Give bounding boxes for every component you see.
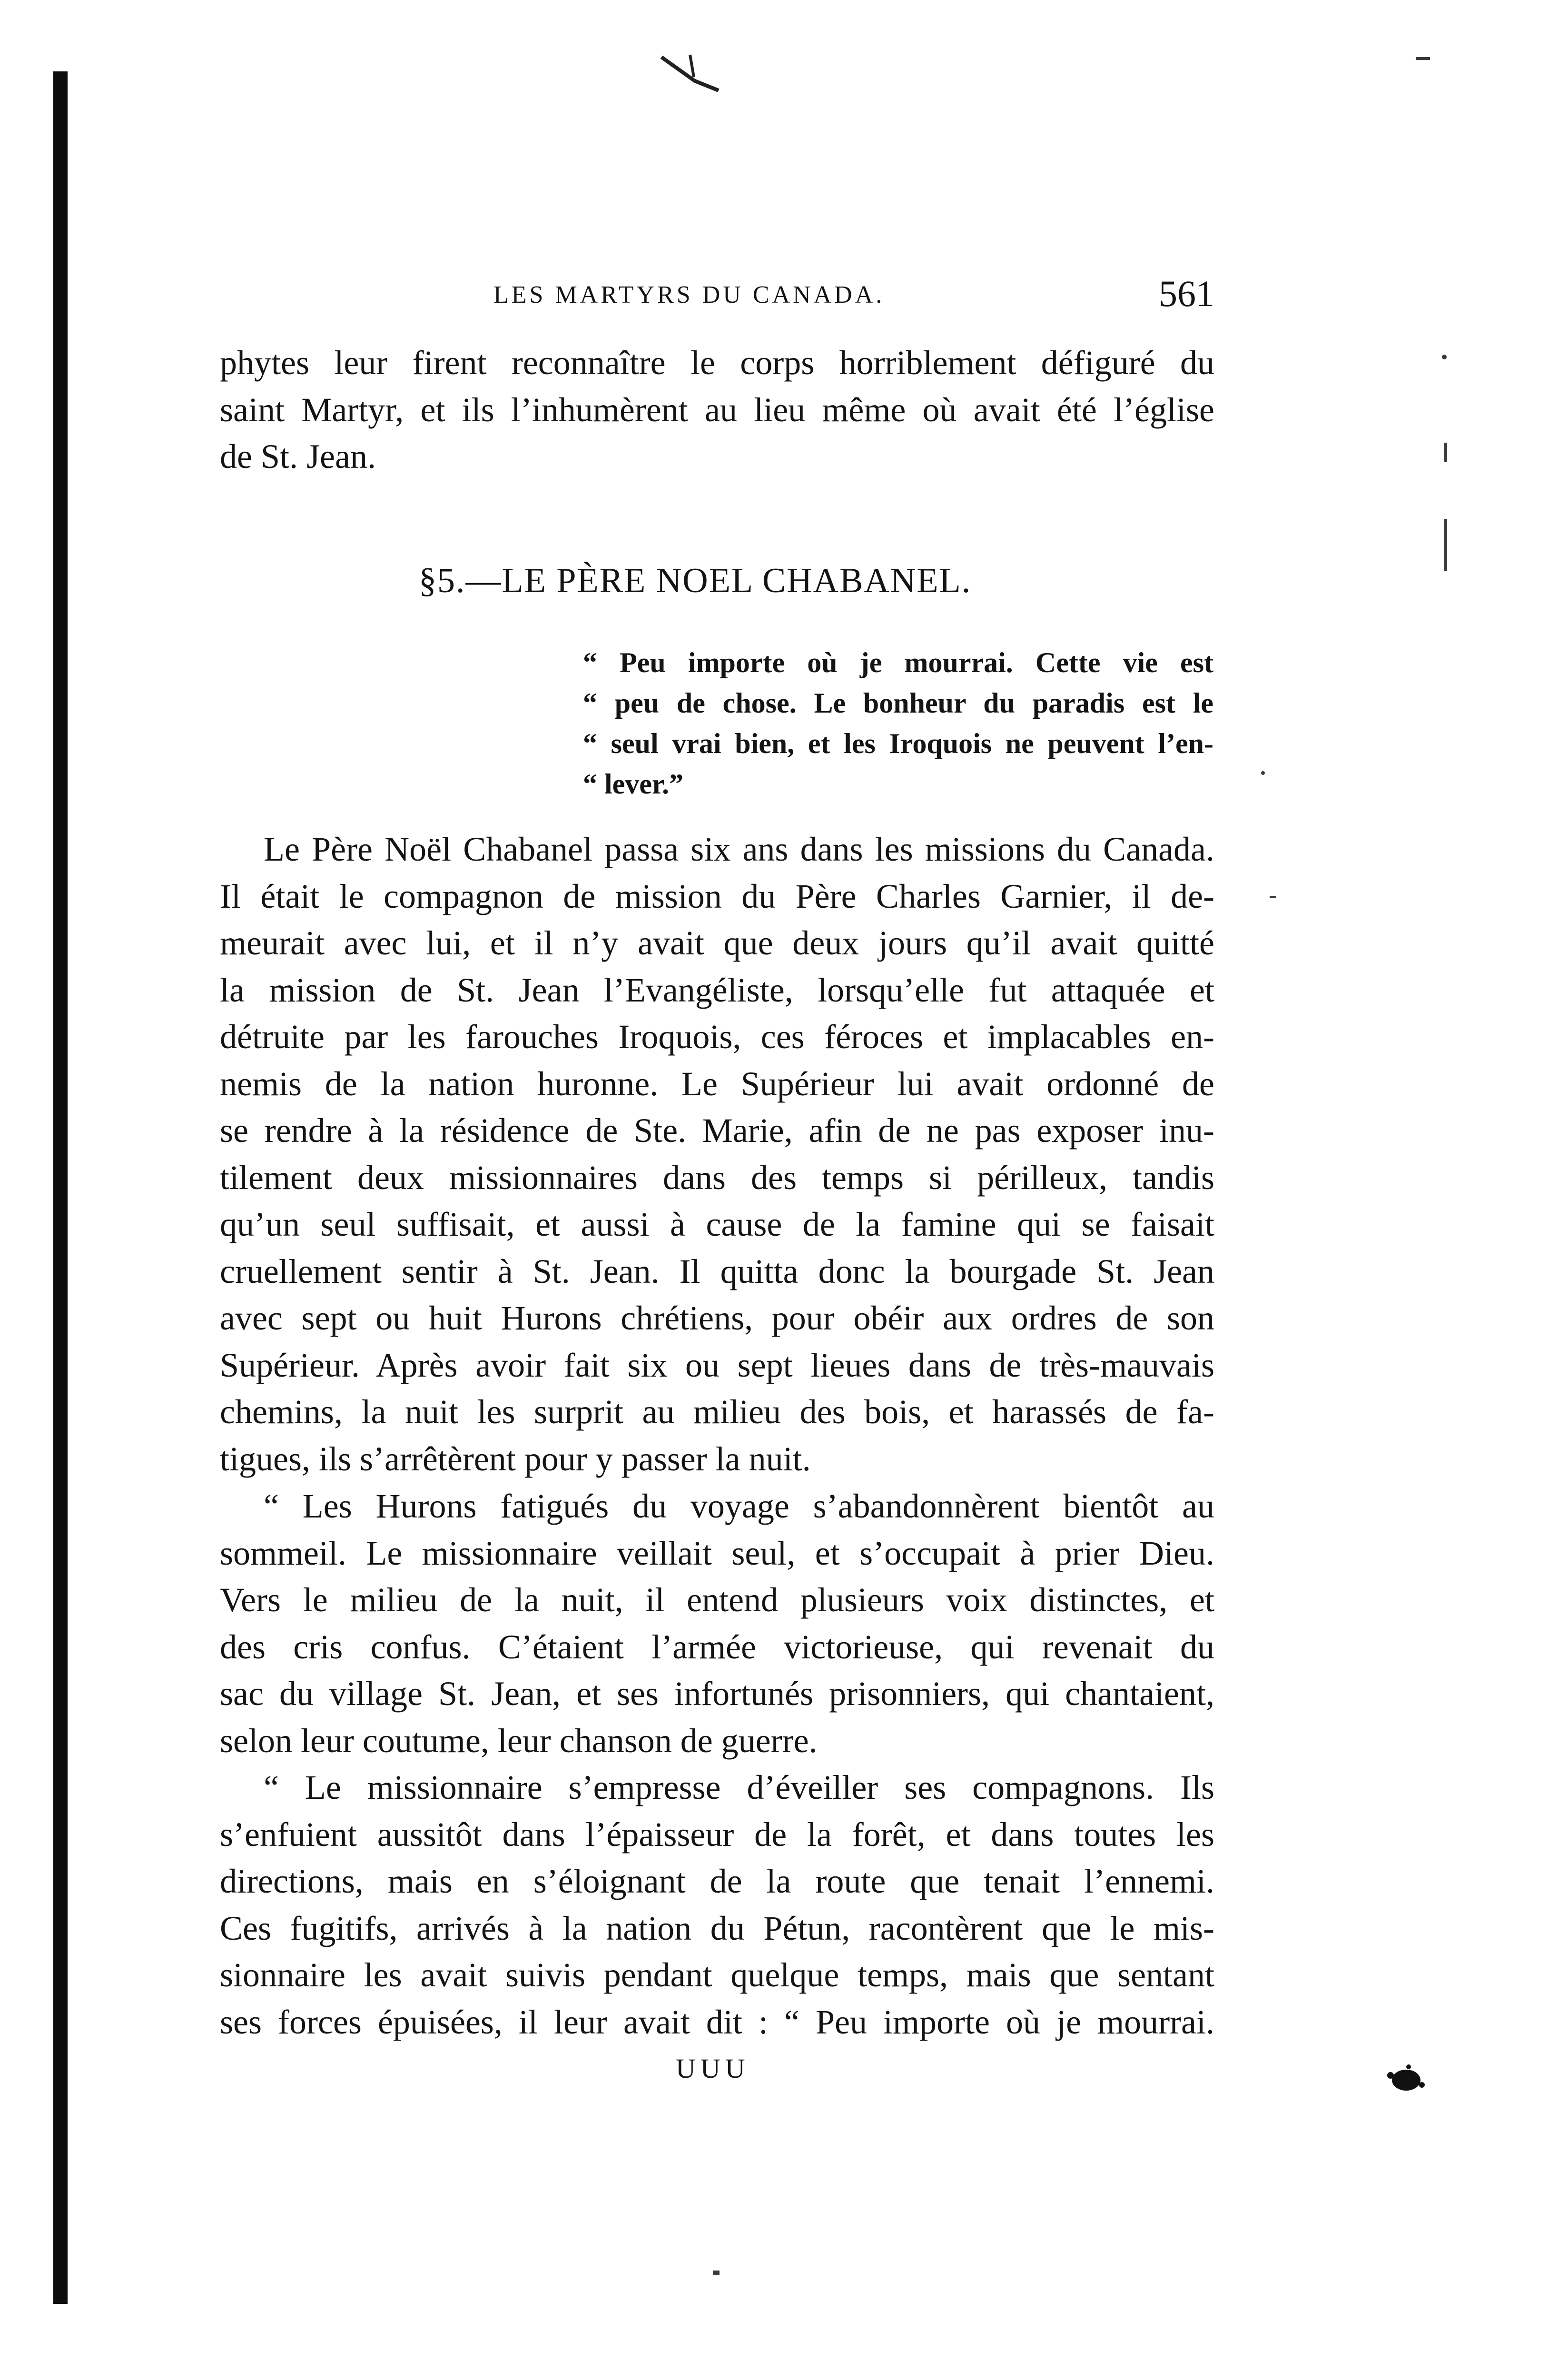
epigraph-line: “ seul vrai bien, et les Iroquois ne peuvent l’en- [583,728,1213,759]
text-line: Il était le compagnon de mission du Père Charles Garnier, il de- [220,877,1214,915]
text-line: la mission de St. Jean l’Evangéliste, lorsqu’elle fut attaquée et [220,971,1214,1009]
text-line: détruite par les farouches Iroquois, ces féroces et implacables en- [220,1018,1214,1056]
text-line: chemins, la nuit les surprit au milieu des bois, et harassés de fa- [220,1393,1214,1431]
text-line: sommeil. Le missionnaire veillait seul, et s’occupait à prier Dieu. [220,1534,1214,1572]
text-line: sac du village St. Jean, et ses infortunés prisonniers, qui chantaient, [220,1675,1214,1713]
ink-speck [1416,57,1430,60]
paragraph-chabanel [220,826,1214,1482]
text-line: des cris confus. C’étaient l’armée victorieuse, qui revenait du [220,1627,1214,1666]
text-line: qu’un seul suffisait, et aussi à cause de la famine qui se faisait [220,1205,1214,1243]
text-line: sionnaire les avait suivis pendant quelque temps, mais que sentant [220,1956,1214,1994]
text-line: tilement deux missionnaires dans des temps si périlleux, tandis [220,1158,1214,1197]
text-line: phytes leur firent reconnaître le corps horriblement défiguré du [220,344,1214,382]
text-line: “ Le missionnaire s’empresse d’éveiller ses compagnons. Ils [264,1768,1214,1806]
text-line: “ Les Hurons fatigués du voyage s’abandonnèrent bientôt au [264,1487,1214,1525]
text-line: Ces fugitifs, arrivés à la nation du Pétun, racontèrent que le mis- [220,1909,1214,1947]
text-line: nemis de la nation huronne. Le Supérieur lui avait ordonné de [220,1064,1214,1103]
text-line: selon leur coutume, leur chanson de guerre. [220,1721,818,1760]
ink-mark [657,48,723,100]
ink-speck [1270,896,1276,898]
section-heading: §5.—LE PÈRE NOEL CHABANEL. [419,561,972,600]
text-line: Vers le milieu de la nuit, il entend plusieurs voix distinctes, et [220,1581,1214,1619]
text-line: cruellement sentir à St. Jean. Il quitta donc la bourgade St. Jean [220,1252,1214,1290]
running-head [220,272,1214,325]
paragraph-flight [220,1764,1214,2045]
text-line: Le Père Noël Chabanel passa six ans dans les missions du Canada. [264,830,1214,868]
text-line: avec sept ou huit Hurons chrétiens, pour obéir aux ordres de son [220,1299,1214,1337]
binding-shadow [53,71,68,2304]
running-title: LES MARTYRS DU CANADA. [493,281,885,308]
text-line: directions, mais en s’éloignant de la route que tenait l’ennemi. [220,1862,1214,1900]
text-line: saint Martyr, et ils l’inhumèrent au lieu même où avait été l’église [220,390,1214,429]
text-line: se rendre à la résidence de Ste. Marie, afin de ne pas exposer inu- [220,1111,1214,1150]
signature-mark: UUU [676,2053,750,2084]
text-line: Supérieur. Après avoir fait six ou sept lieues dans de très-mauvais [220,1346,1214,1384]
epigraph-line: “ Peu importe où je mourrai. Cette vie est [583,647,1213,678]
epigraph-quote [583,643,1213,804]
paragraph-night [220,1483,1214,1764]
text-line: meurait avec lui, et il n’y avait que deux jours qu’il avait quitté [220,924,1214,962]
page-number: 561 [1159,273,1214,314]
epigraph-line: “ peu de chose. Le bonheur du paradis est le [583,687,1213,719]
ink-speck [1444,443,1447,462]
ink-speck [713,2271,720,2275]
text-line: de St. Jean. [220,437,376,476]
epigraph-line: “ lever.” [583,768,684,800]
ink-speck [1444,519,1447,571]
ink-speck [1261,771,1265,775]
paragraph-continuation [220,339,1214,480]
text-line: ses forces épuisées, il leur avait dit : “ Peu importe où je mourrai. [220,2003,1214,2041]
text-line: tigues, ils s’arrêtèrent pour y passer la nuit. [220,1439,811,1478]
text-line: s’enfuient aussitôt dans l’épaisseur de la forêt, et dans toutes les [220,1815,1214,1854]
ink-blot [1380,2061,1432,2099]
ink-speck [1442,355,1447,359]
